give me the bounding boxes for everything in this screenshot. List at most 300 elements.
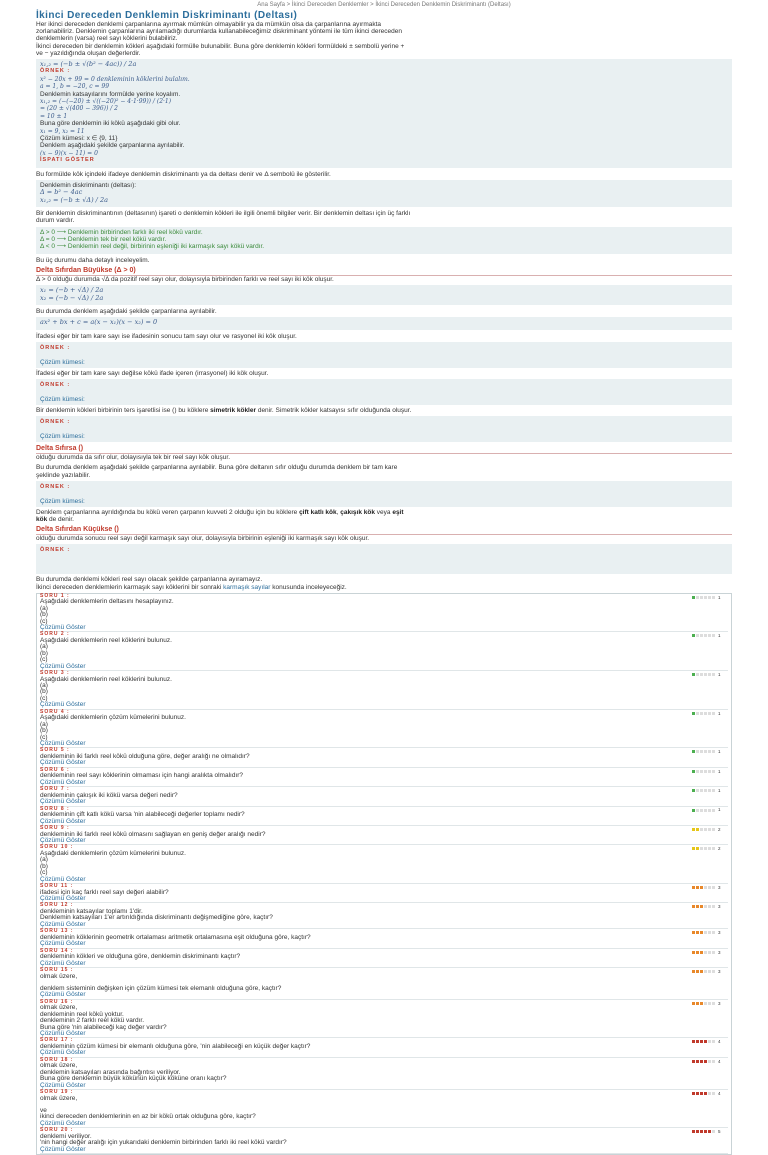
show-solution-link[interactable]: Çözümü Göster [40, 959, 86, 967]
difficulty-meter [692, 1129, 726, 1134]
question-line: olmak üzere, [40, 1094, 78, 1102]
difficulty-segment [700, 828, 703, 831]
question-number: SORU 17 : [40, 1037, 74, 1044]
example-line: = (20 ± √(400 − 396)) / 2 [40, 105, 118, 113]
difficulty-segment [700, 750, 703, 753]
show-solution-link[interactable]: Çözümü Göster [40, 739, 86, 747]
question-line: Buna göre denklemin büyük kökünün küçük köküne oranı kaçtır? [40, 1075, 227, 1083]
question-line: (c) [40, 656, 48, 664]
difficulty-segment [696, 1040, 699, 1043]
show-solution-link[interactable]: Çözümü Göster [40, 836, 86, 844]
difficulty-value: 3 [718, 930, 721, 936]
example-line: a = 1, b = −20, c = 99 [40, 83, 110, 91]
rational-text: İfadesi eğer bir tam kare sayı ise ifadesinin sonucu tam sayı olur ve rasyonel iki kök oluşur. [36, 332, 297, 340]
difficulty-value: 2 [718, 826, 721, 832]
difficulty-segment [700, 770, 703, 773]
show-solution-link[interactable]: Çözümü Göster [40, 940, 86, 948]
difficulty-segment [700, 970, 703, 973]
difficulty-segment [700, 1060, 703, 1063]
example-line: = 10 ± 1 [40, 112, 68, 120]
difficulty-meter [692, 1039, 726, 1044]
difficulty-value: 1 [718, 807, 721, 813]
difficulty-segment [712, 634, 715, 637]
question-item [40, 845, 728, 884]
difficulty-segment [708, 951, 711, 954]
difficulty-segment [700, 596, 703, 599]
difficulty-segment [708, 1060, 711, 1063]
difficulty-segment [712, 1060, 715, 1063]
cases-intro: durum vardır. [36, 217, 75, 225]
question-number: SORU 2 : [40, 631, 70, 638]
question-line: denkleminin çift katlı kökü varsa 'nin alabileceği değerler toplamı nedir? [40, 811, 245, 819]
question-line: denkleminin iki farklı reel kökü olmasını sağlayan en geniş değer aralığı nedir? [40, 830, 266, 838]
difficulty-segment [712, 770, 715, 773]
case-line: Δ < 0 ⟶ Denklemin reel değil, birbirinin eşleniği iki karmaşık sayı kökü vardır. [40, 243, 265, 251]
question-number: SORU 4 : [40, 708, 70, 715]
question-item [40, 787, 728, 806]
difficulty-segment [696, 750, 699, 753]
question-number: SORU 20 : [40, 1127, 74, 1134]
question-list [36, 593, 732, 1155]
difficulty-segment [712, 1002, 715, 1005]
difficulty-segment [692, 905, 695, 908]
question-item [40, 1128, 728, 1154]
difficulty-meter [692, 769, 726, 774]
difficulty-segment [708, 673, 711, 676]
difficulty-segment [692, 809, 695, 812]
question-line: Aşağıdaki denklemlerin reel köklerini bulunuz. [40, 675, 172, 683]
question-item [40, 807, 728, 826]
difficulty-segment [704, 1040, 707, 1043]
cases-intro: Bir denklemin diskriminantının (deltasının) işareti o denklemin kökleri ile ilgili önemli bilgiler verir. Bir denklemin deltası için üç farklı [36, 210, 411, 218]
question-number: SORU 10 : [40, 844, 74, 851]
difficulty-segment [704, 828, 707, 831]
example-label: ÖRNEK : [40, 68, 71, 75]
delta-box [36, 180, 732, 207]
question-item [40, 903, 728, 929]
example-line: Denklemin katsayılarını formülde yerine koyalım. [40, 90, 181, 98]
question-line: denklem sisteminin değişken için çözüm kümesi tek elemanlı olduğuna göre, kaçtır? [40, 985, 282, 992]
example-line: Denklem aşağıdaki şekilde çarpanlarına ayrılabilir. [40, 142, 185, 150]
solution-label: Çözüm kümesi: [40, 498, 85, 505]
difficulty-value: 1 [718, 671, 721, 677]
show-solution-link[interactable]: Çözümü Göster [40, 1030, 86, 1038]
difficulty-segment [696, 770, 699, 773]
difficulty-segment [712, 596, 715, 599]
double-root-text [36, 509, 732, 516]
difficulty-segment [696, 828, 699, 831]
double-bold2: çakışık kök [340, 508, 375, 516]
question-item [40, 1058, 728, 1090]
difficulty-segment [708, 809, 711, 812]
difficulty-value: 1 [718, 633, 721, 639]
question-number: SORU 12 : [40, 902, 74, 909]
difficulty-segment [692, 951, 695, 954]
difficulty-segment [712, 673, 715, 676]
difficulty-meter [692, 633, 726, 638]
symmetric-bold: simetrik kökler [210, 406, 257, 414]
case-line: Δ = 0 ⟶ Denklemin tek bir reel kökü vardır. [40, 235, 167, 243]
example-line: x₁,₂ = (−(−20) ± √((−20)² − 4·1·99)) / (2·1) [40, 98, 172, 106]
show-solution-link[interactable]: Çözümü Göster [40, 1081, 86, 1089]
difficulty-segment [696, 673, 699, 676]
example-box [36, 544, 732, 574]
difficulty-segment [692, 1002, 695, 1005]
question-item [40, 768, 728, 787]
difficulty-segment [708, 596, 711, 599]
show-solution-link[interactable]: Çözümü Göster [40, 798, 86, 806]
difficulty-segment [692, 886, 695, 889]
breadcrumb[interactable]: Ana Sayfa > İkinci Dereceden Denklemler > İkinci Dereceden Denklemin Diskriminantı (Deltası) [257, 2, 511, 8]
solution-label: Çözüm kümesi: [40, 396, 85, 404]
difficulty-meter [692, 827, 726, 832]
difficulty-segment [692, 847, 695, 850]
difficulty-meter [692, 788, 726, 793]
outro-post: konusunda inceleyeceğiz. [272, 583, 347, 591]
show-solution-link[interactable]: Çözümü Göster [40, 624, 86, 632]
difficulty-segment [708, 712, 711, 715]
difficulty-meter [692, 885, 726, 890]
show-solution-link[interactable]: Çözümü Göster [40, 991, 86, 999]
show-solution-link[interactable]: Çözümü Göster [40, 662, 86, 670]
difficulty-segment [696, 1130, 699, 1133]
show-solution-link[interactable]: Çözümü Göster [40, 1119, 86, 1127]
difficulty-segment [704, 1060, 707, 1063]
difficulty-segment [696, 1002, 699, 1005]
question-item [40, 884, 728, 903]
difficulty-meter [692, 1001, 726, 1006]
question-item [40, 1000, 728, 1039]
question-line: Denklemin katsayıları 1'er artırıldığında diskriminantı değişmediğine göre, kaçtır? [40, 914, 273, 922]
difficulty-segment [708, 770, 711, 773]
difficulty-segment [696, 1092, 699, 1095]
quadratic-formula: x₁,₂ = (−b ± √(b² − 4ac)) / 2a [40, 60, 137, 69]
difficulty-segment [692, 770, 695, 773]
difficulty-segment [704, 750, 707, 753]
question-line: (c) [40, 869, 48, 877]
difficulty-segment [700, 673, 703, 676]
example-label: ÖRNEK : [40, 419, 71, 426]
question-item [40, 748, 728, 767]
question-line: (c) [40, 617, 48, 625]
cases-note: Bu üç durumu daha detaylı inceleyelim. [36, 256, 150, 264]
difficulty-segment [712, 828, 715, 831]
question-line: denkleminin köklerinin geometrik ortalaması aritmetik ortalamasına eşit olduğuna göre, kaçtır? [40, 933, 311, 941]
question-number: SORU 16 : [40, 998, 74, 1005]
difficulty-segment [712, 1130, 715, 1133]
question-number: SORU 5 : [40, 747, 70, 754]
difficulty-meter [692, 904, 726, 909]
difficulty-segment [704, 596, 707, 599]
difficulty-segment [704, 905, 707, 908]
question-line: denkleminin reel kökü yoktur. [40, 1010, 124, 1018]
question-line: (b) [40, 611, 48, 619]
question-line: olmak üzere, [40, 972, 78, 980]
difficulty-segment [708, 1092, 711, 1095]
delta-line: Denklemin diskriminantı (deltası): [40, 181, 137, 189]
proof-toggle[interactable]: İSPATI GÖSTER [40, 157, 95, 164]
double-root-text-2 [36, 516, 732, 523]
difficulty-value: 2 [718, 846, 721, 852]
difficulty-segment [696, 809, 699, 812]
difficulty-value: 1 [718, 768, 721, 774]
double-bold: çift katlı kök [299, 508, 337, 516]
difficulty-segment [696, 634, 699, 637]
difficulty-segment [708, 1002, 711, 1005]
difficulty-segment [708, 750, 711, 753]
difficulty-segment [692, 1060, 695, 1063]
question-line: (c) [40, 733, 48, 741]
double-bold3: eşit [392, 508, 404, 516]
question-line: (a) [40, 682, 48, 690]
intro [36, 21, 732, 57]
difficulty-value: 3 [718, 884, 721, 890]
roots-box [36, 285, 732, 305]
difficulty-segment [700, 1130, 703, 1133]
section-text: olduğu durumda sonucu reel sayı değil karmaşık sayı olur, dolayısıyla birbirinin eşleniği iki karmaşık sayı kök oluşur. [36, 535, 370, 543]
question-number: SORU 18 : [40, 1056, 74, 1063]
difficulty-segment [696, 886, 699, 889]
difficulty-segment [712, 712, 715, 715]
difficulty-segment [696, 970, 699, 973]
double-mid: , [336, 508, 339, 516]
symmetric-post: denir. Simetrik kökler katsayısı sıfır olduğunda oluşur. [257, 406, 412, 414]
difficulty-segment [704, 809, 707, 812]
question-number: SORU 3 : [40, 670, 70, 677]
solution-label: Çözüm kümesi: [40, 358, 85, 366]
question-line: (a) [40, 604, 48, 612]
difficulty-segment [708, 847, 711, 850]
irrational-text: İfadesi eğer bir tam kare sayı değilse kökü ifade içeren (irrasyonel) iki kök oluşur. [36, 369, 269, 377]
difficulty-segment [696, 596, 699, 599]
outro-2 [36, 584, 732, 591]
question-line: (a) [40, 856, 48, 864]
factor-text: şeklinde yazılabilir. [36, 471, 91, 479]
difficulty-segment [704, 712, 707, 715]
difficulty-segment [696, 931, 699, 934]
question-line: olmak üzere, [40, 1062, 78, 1070]
show-solution-link[interactable]: Çözümü Göster [40, 920, 86, 928]
example-label: ÖRNEK : [40, 344, 71, 351]
example-box [36, 416, 732, 442]
difficulty-value: 3 [718, 1000, 721, 1006]
factor-text: Bu durumda denklem aşağıdaki şekilde çarpanlarına ayrılabilir. Buna göre deltanın sıfır olduğu durumda denklem bir tam kare [36, 464, 398, 472]
example-box [36, 342, 732, 368]
difficulty-segment [712, 886, 715, 889]
difficulty-segment [700, 634, 703, 637]
question-number: SORU 9 : [40, 824, 70, 831]
difficulty-segment [708, 905, 711, 908]
difficulty-meter [692, 672, 726, 677]
difficulty-segment [708, 789, 711, 792]
difficulty-segment [704, 886, 707, 889]
question-item [40, 968, 728, 1000]
difficulty-segment [704, 634, 707, 637]
cases-box [36, 227, 732, 254]
difficulty-meter [692, 846, 726, 851]
question-line: denkleminin katsayılar toplamı 1'dir. [40, 907, 143, 915]
difficulty-meter [692, 808, 726, 813]
question-line: ve [40, 1107, 47, 1115]
question-line: denkleminin 2 farklı reel kökü vardır. [40, 1017, 145, 1025]
delta-line: x₁,₂ = (−b ± √Δ) / 2a [40, 195, 108, 204]
show-solution-link[interactable]: Çözümü Göster [40, 875, 86, 883]
example-box [36, 379, 732, 405]
difficulty-segment [700, 931, 703, 934]
difficulty-segment [700, 1002, 703, 1005]
question-line: denkleminin iki farklı reel kökü olduğuna göre, değer aralığı ne olmalıdır? [40, 752, 250, 760]
delta-line: Δ = b² − 4ac [40, 188, 83, 197]
factor-box [36, 317, 732, 329]
question-line: olmak üzere, [40, 1004, 78, 1012]
question-line: ikinci dereceden denklemlerinin en az bir kökü ortak olduğuna göre, kaçtır? [40, 1113, 256, 1121]
intro-line: zorlanabiliriz. Denklemin çarpanlarına ayrılamadığı durumlarda kullanabileceğimiz diskriminant yöntemi ile tüm ikinci dereceden [36, 28, 402, 36]
double-pre: Denklem çarpanlarına ayrıldığında bu kökü veren çarpanın kuvveti 2 olduğu için bu köklere [36, 508, 298, 516]
difficulty-segment [708, 1040, 711, 1043]
difficulty-value: 4 [718, 1058, 721, 1064]
difficulty-segment [692, 634, 695, 637]
difficulty-segment [712, 1040, 715, 1043]
question-item [40, 1090, 728, 1128]
difficulty-segment [700, 1092, 703, 1095]
question-line: denklemi veriliyor. [40, 1132, 92, 1140]
question-item [40, 826, 728, 845]
difficulty-segment [712, 931, 715, 934]
show-solution-link[interactable]: Çözümü Göster [40, 1145, 86, 1153]
symmetric-pre: Bir denklemin kökleri birbirinin ters işaretlisi ise () bu köklere [36, 406, 209, 414]
difficulty-value: 3 [718, 904, 721, 910]
intro-line: ve − yazıldığında oluşan değerlerdir. [36, 49, 141, 57]
question-number: SORU 15 : [40, 967, 74, 973]
solution-label: Çözüm kümesi: [40, 433, 85, 441]
difficulty-segment [712, 750, 715, 753]
difficulty-segment [704, 770, 707, 773]
factor-formula: ax² + bx + c = a(x − x₁)(x − x₂) = 0 [40, 318, 158, 327]
question-line: denkleminin reel sayı köklerinin olmaması için hangi aralıkta olmalıdır? [40, 772, 244, 780]
question-line: denklemin katsayıları arasında bağıntısı veriliyor. [40, 1068, 181, 1076]
root-formula: x₁ = (−b + √Δ) / 2a [40, 286, 104, 295]
difficulty-segment [692, 970, 695, 973]
difficulty-segment [712, 809, 715, 812]
question-item [40, 1038, 728, 1057]
double-line2: de denir. [49, 516, 74, 523]
intro-line: İkinci dereceden bir denklemin kökleri aşağıdaki formülle bulunabilir. Buna göre denklemin kökleri formüldeki ± sembolü yerine + [36, 42, 405, 50]
intro-line: Her ikinci dereceden denklemi çarpanlarına ayırmak mümkün olmayabilir ya da mümkün olsa da çarpanlarına ayırmakta [36, 21, 382, 28]
show-solution-link[interactable]: Çözümü Göster [40, 778, 86, 786]
difficulty-segment [708, 931, 711, 934]
symmetric-text [36, 407, 732, 414]
example-line: x₁ = 9, x₂ = 11 [40, 127, 85, 135]
difficulty-segment [700, 1040, 703, 1043]
question-line: (b) [40, 649, 48, 657]
difficulty-segment [704, 1002, 707, 1005]
example-label: ÖRNEK : [40, 381, 71, 388]
difficulty-meter [692, 930, 726, 935]
difficulty-value: 3 [718, 968, 721, 974]
difficulty-segment [700, 905, 703, 908]
difficulty-segment [704, 951, 707, 954]
difficulty-segment [692, 1040, 695, 1043]
section-title: Delta Sıfırdan Küçükse () [36, 526, 732, 535]
difficulty-meter [692, 1091, 726, 1096]
difficulty-segment [712, 847, 715, 850]
question-line: Aşağıdaki denklemlerin reel köklerini bulunuz. [40, 637, 172, 645]
example-label: ÖRNEK : [40, 547, 71, 554]
show-solution-link[interactable]: Çözümü Göster [40, 1049, 86, 1057]
difficulty-meter [692, 969, 726, 974]
show-solution-link[interactable]: Çözümü Göster [40, 894, 86, 902]
difficulty-segment [712, 951, 715, 954]
question-number: SORU 14 : [40, 947, 74, 954]
question-line: Aşağıdaki denklemlerin çözüm kümelerini bulunuz. [40, 714, 186, 722]
question-line: (a) [40, 643, 48, 651]
example-line: Buna göre denklemin iki kökü aşağıdaki gibi olur. [40, 120, 181, 128]
difficulty-segment [692, 1092, 695, 1095]
difficulty-value: 5 [718, 1129, 721, 1135]
question-line: denkleminin kökleri ve olduğuna göre, denklemin diskriminantı kaçtır? [40, 953, 241, 961]
double-line2-bold: kök [36, 516, 48, 523]
page-title: İkinci Dereceden Denklemin Diskriminantı (Deltası) [36, 10, 298, 21]
question-line: Aşağıdaki denklemlerin çözüm kümelerini bulunuz. [40, 849, 186, 857]
difficulty-segment [712, 905, 715, 908]
show-solution-link[interactable]: Çözümü Göster [40, 817, 86, 825]
difficulty-segment [700, 809, 703, 812]
question-line: (b) [40, 862, 48, 870]
question-item [40, 949, 728, 968]
difficulty-meter [692, 711, 726, 716]
difficulty-meter [692, 749, 726, 754]
show-solution-link[interactable]: Çözümü Göster [40, 701, 86, 709]
intro-line: denklemlerin (varsa) reel sayı köklerini bulabiliriz. [36, 35, 178, 43]
section-text: Δ > 0 olduğu durumda √Δ da pozitif reel sayı olur, dolayısıyla birbirinden farklı ve reel sayı iki kök oluşur. [36, 275, 334, 283]
formula-box [36, 59, 732, 168]
section-title: Delta Sıfırsa () [36, 445, 732, 454]
difficulty-segment [696, 951, 699, 954]
question-item [40, 929, 728, 948]
difficulty-segment [704, 1092, 707, 1095]
difficulty-segment [692, 712, 695, 715]
difficulty-segment [692, 789, 695, 792]
question-number: SORU 8 : [40, 805, 70, 812]
outro-pre: İkinci dereceden denklemlerin karmaşık sayı köklerini bir sonraki [36, 583, 222, 591]
example-line: x² − 20x + 99 = 0 denkleminin köklerini bulalım. [40, 75, 190, 83]
complex-numbers-link[interactable]: karmaşık sayılar [223, 583, 271, 591]
difficulty-segment [704, 847, 707, 850]
question-line: denkleminin çözüm kümesi bir elemanlı olduğuna göre, 'nin alabileceği en küçük değer kaçtır? [40, 1043, 311, 1051]
difficulty-segment [696, 712, 699, 715]
difficulty-segment [700, 847, 703, 850]
difficulty-value: 4 [718, 1090, 721, 1096]
question-line: denkleminin çakışık iki kökü varsa değeri nedir? [40, 791, 178, 799]
difficulty-meter [692, 1059, 726, 1064]
difficulty-segment [696, 905, 699, 908]
question-number: SORU 6 : [40, 766, 70, 773]
section-text: olduğu durumda da sıfır olur, dolayısıyla tek bir reel sayı kök oluşur. [36, 454, 231, 462]
difficulty-segment [696, 789, 699, 792]
show-solution-link[interactable]: Çözümü Göster [40, 759, 86, 767]
difficulty-segment [704, 673, 707, 676]
difficulty-meter [692, 595, 726, 600]
question-number: SORU 13 : [40, 928, 74, 935]
question-item [40, 594, 728, 633]
question-item [40, 710, 728, 749]
difficulty-segment [692, 1130, 695, 1133]
question-line: (c) [40, 694, 48, 702]
difficulty-segment [700, 789, 703, 792]
difficulty-segment [712, 1092, 715, 1095]
difficulty-segment [708, 1130, 711, 1133]
question-line: Buna göre 'nin alabileceği kaç değer vardır? [40, 1023, 167, 1031]
